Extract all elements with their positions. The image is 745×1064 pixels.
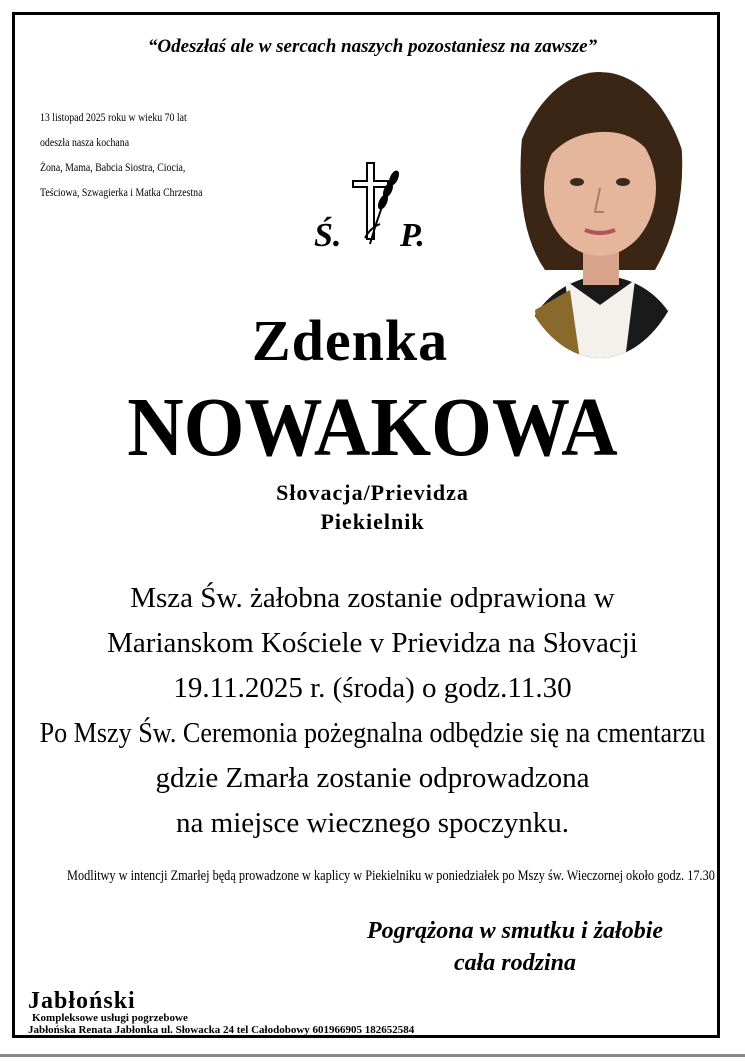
funeral-home-subtitle: Kompleksowe usługi pogrzebowe	[32, 1012, 188, 1024]
mass-line: na miejsce wiecznego spoczynku.	[176, 807, 569, 839]
death-notice-intro	[40, 105, 202, 205]
funeral-home-address: Jabłońska Renata Jabłonka ul. Słowacka 24 tel Całodobowy 601966905 182652584	[28, 1024, 415, 1036]
cross-emblem	[310, 158, 440, 253]
place-residence: Piekielnik	[320, 509, 425, 534]
last-name: NOWAKOWA	[127, 381, 618, 474]
intro-line: Teściowa, Szwagierka i Matka Chrzestna	[40, 185, 203, 199]
prayer-notice: Modlitwy w intencji Zmarłej będą prowadzone w kaplicy w Piekielniku w poniedziałek po Mszy św. Wieczornej około godz. 17.30	[67, 868, 715, 884]
mass-line: Marianskom Kościele v Prievidza na Słovacji	[107, 627, 638, 659]
funeral-mass-details	[0, 576, 745, 846]
first-name: Zdenka	[251, 308, 449, 373]
emblem-right-letter: P.	[400, 217, 425, 253]
intro-line: Żona, Mama, Babcia Siostra, Ciocia,	[40, 160, 186, 174]
bottom-divider	[0, 1054, 745, 1057]
mass-line: Msza Św. żałobna zostanie odprawiona w	[130, 582, 615, 614]
mourners-line: Pogrążona w smutku i żałobie	[366, 918, 664, 944]
emblem-left-letter: Ś.	[314, 217, 342, 253]
mass-line: gdzie Zmarła zostanie odprowadzona	[155, 762, 590, 794]
funeral-home-name: Jabłoński	[28, 988, 136, 1014]
mass-line: 19.11.2025 r. (środa) o godz.11.30	[173, 672, 572, 704]
place-origin: Słovacja/Prievidza	[276, 480, 469, 505]
mass-line: Po Mszy Św. Ceremonia pożegnalna odbędzie się na cmentarzu	[39, 717, 706, 749]
mourners-line: cała rodzina	[453, 950, 576, 976]
memorial-quote: “Odeszłaś ale w sercach naszych pozostaniesz na zawsze”	[147, 36, 598, 57]
intro-line: odeszła nasza kochana	[40, 135, 130, 149]
intro-line: 13 listopad 2025 roku w wieku 70 lat	[40, 110, 187, 124]
funeral-home-logo	[28, 990, 414, 1036]
